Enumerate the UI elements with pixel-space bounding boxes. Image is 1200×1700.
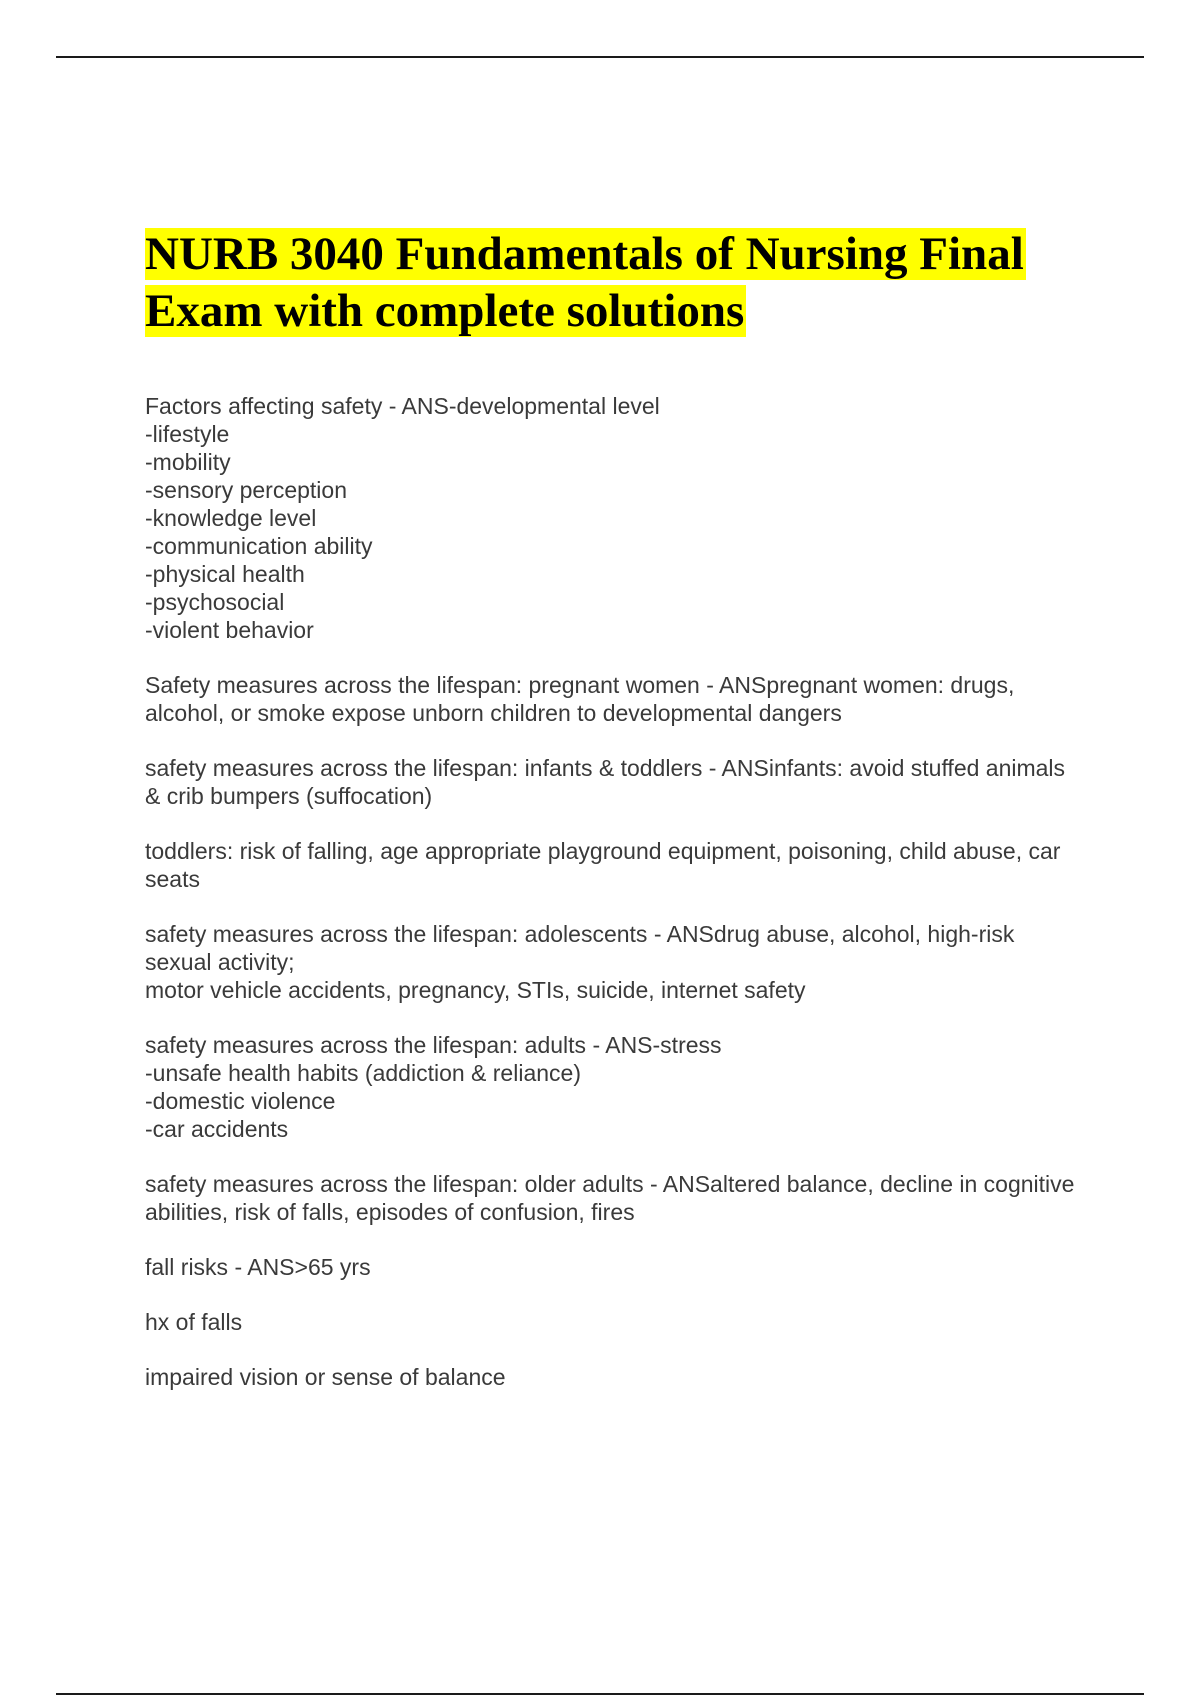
qa-entry-adults: safety measures across the lifespan: adults - ANS-stress -unsafe health habits (addiction & reliance) -domestic violence -car accidents — [145, 1032, 722, 1142]
qa-entry-toddlers: toddlers: risk of falling, age appropriate playground equipment, poisoning, child abuse, car seats — [145, 838, 1061, 892]
qa-entry-adolescents: safety measures across the lifespan: adolescents - ANSdrug abuse, alcohol, high-risk sexual activity; motor vehicle accidents, pregnancy, STIs, suicide, internet safety — [145, 921, 1015, 1003]
document-body — [145, 226, 1075, 1418]
qa-entry-factors-affecting-safety: Factors affecting safety - ANS-developmental level -lifestyle -mobility -sensory perception -knowledge level -communication ability -physical health -psychosocial -violent behavior — [145, 393, 660, 643]
qa-entry-fall-risks: fall risks - ANS>65 yrs — [145, 1254, 371, 1280]
document-title — [145, 226, 1075, 340]
qa-list — [145, 392, 1075, 1391]
footer-rule — [56, 1693, 1144, 1695]
qa-entry-pregnant-women: Safety measures across the lifespan: pregnant women - ANSpregnant women: drugs, alcohol, or smoke expose unborn children to developmental dangers — [145, 672, 1015, 726]
header-rule — [56, 56, 1144, 58]
title-highlight: NURB 3040 Fundamentals of Nursing Final Exam with complete solutions — [145, 228, 1024, 337]
qa-entry-infants-toddlers: safety measures across the lifespan: infants & toddlers - ANSinfants: avoid stuffed animals & crib bumpers (suffocation) — [145, 755, 1066, 809]
qa-entry-hx-of-falls: hx of falls — [145, 1309, 243, 1335]
qa-entry-impaired-vision: impaired vision or sense of balance — [145, 1364, 506, 1390]
qa-entry-older-adults: safety measures across the lifespan: older adults - ANSaltered balance, decline in cognitive abilities, risk of falls, episodes of confusion, fires — [145, 1171, 1075, 1225]
